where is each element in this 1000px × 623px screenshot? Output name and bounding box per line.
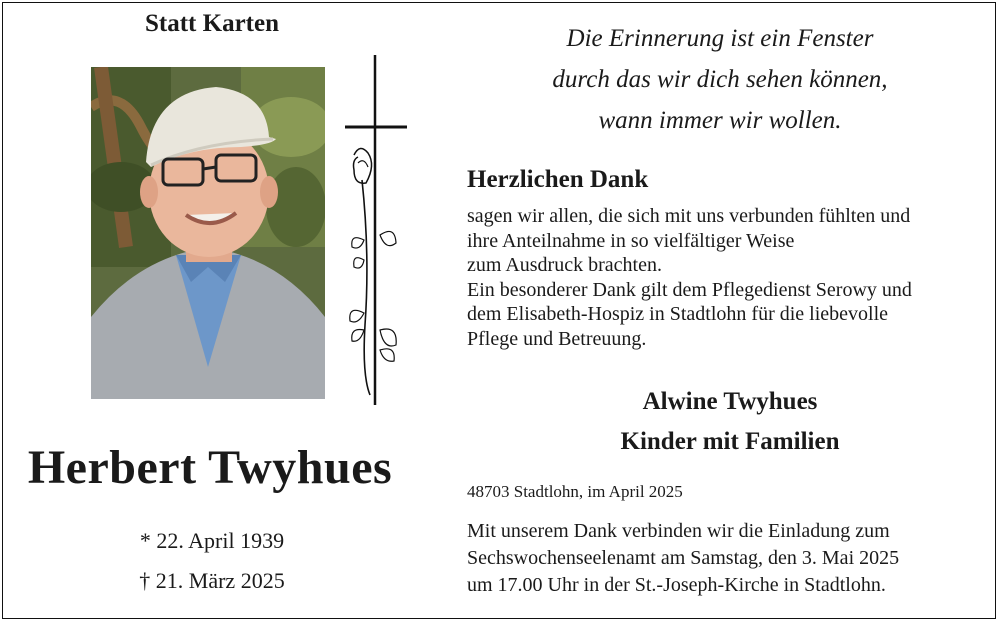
death-date: † 21. März 2025 — [139, 568, 285, 593]
deceased-name: Herbert Twyhues — [27, 441, 393, 494]
thanks-line: dem Elisabeth-Hospiz in Stadtlohn für die liebevolle — [467, 303, 889, 325]
thanks-line: ihre Anteilnahme in so vielfältiger Weise — [467, 229, 795, 252]
thanks-line: zum Ausdruck brachten. — [467, 254, 662, 276]
signer-family: Kinder mit Familien — [620, 428, 840, 455]
invitation-text — [467, 518, 899, 599]
quote-line: wann immer wir wollen. — [598, 107, 842, 134]
place-date: 48703 Stadtlohn, im April 2025 — [467, 482, 683, 501]
birth-date: * 22. April 1939 — [139, 528, 285, 553]
memorial-quote — [500, 18, 940, 141]
signer-name: Alwine Twyhues — [642, 388, 818, 415]
thanks-line: Ein besonderer Dank gilt dem Pflegedienst Serowy und — [467, 278, 912, 301]
header-statt-karten: Statt Karten — [145, 10, 279, 37]
cross-with-rose-icon — [340, 55, 415, 410]
thanks-heading: Herzlichen Dank — [467, 166, 649, 193]
invitation-line: Sechswochenseelenamt am Samstag, den 3. Mai 2025 — [467, 547, 900, 569]
quote-line: durch das wir dich sehen können, — [552, 66, 888, 93]
invitation-line: um 17.00 Uhr in der St.-Joseph-Kirche in Stadtlohn. — [467, 574, 886, 596]
invitation-line: Mit unserem Dank verbinden wir die Einladung zum — [467, 520, 890, 542]
thanks-text — [467, 204, 912, 351]
thanks-line: sagen wir allen, die sich mit uns verbunden fühlten und — [467, 205, 911, 227]
quote-line: Die Erinnerung ist ein Fenster — [566, 25, 874, 52]
thanks-line: Pflege und Betreuung. — [467, 327, 647, 350]
portrait-photo — [91, 67, 325, 399]
